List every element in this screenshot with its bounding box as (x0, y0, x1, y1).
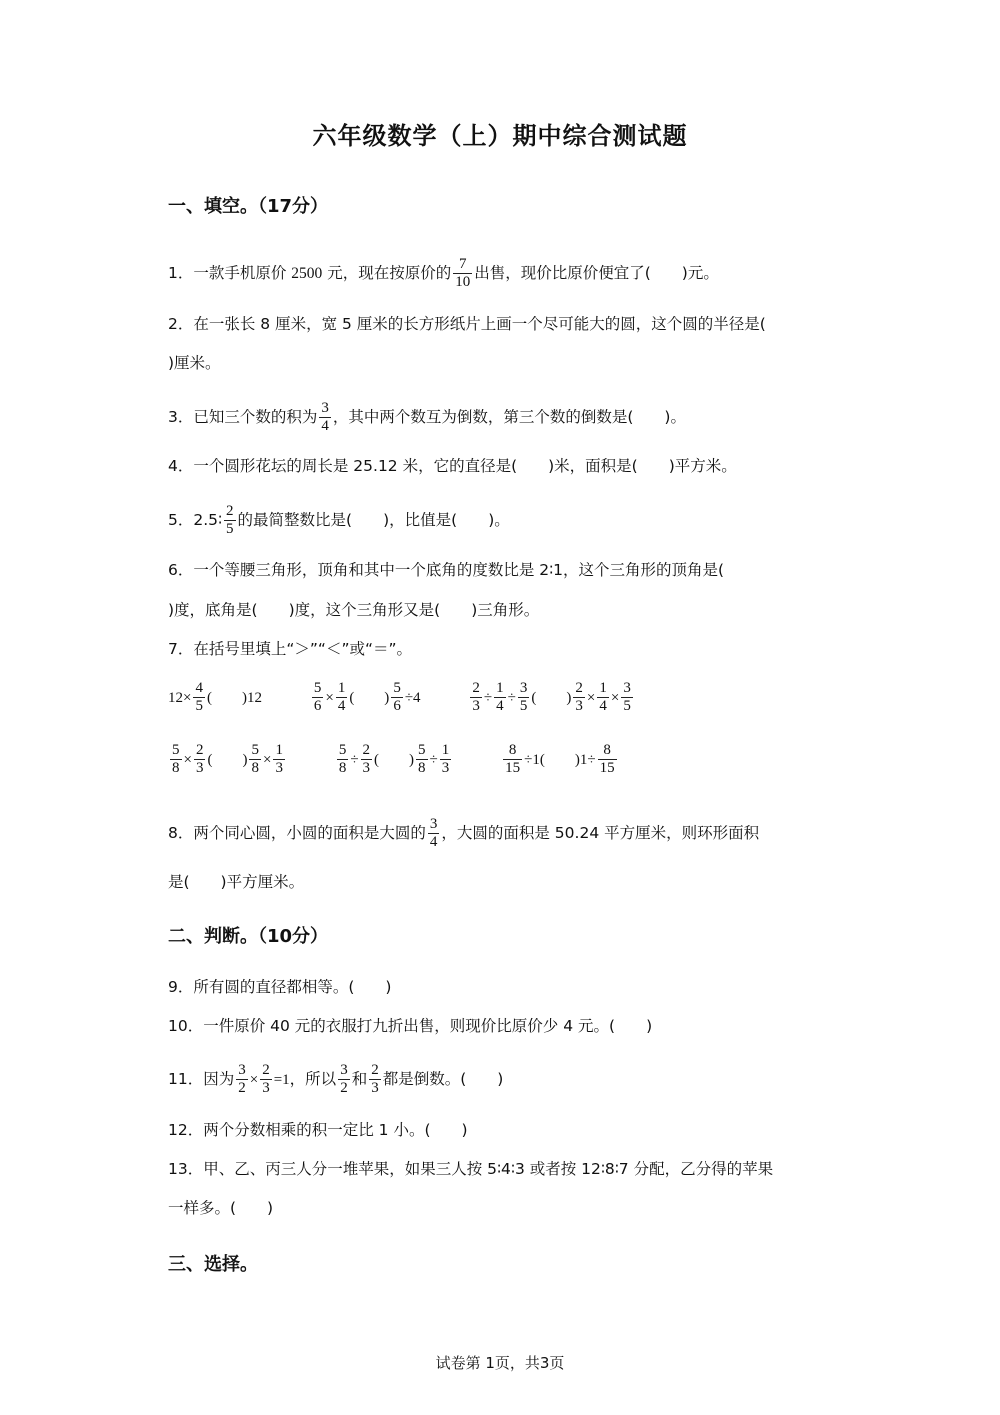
c11-den: 5 (195, 698, 203, 714)
q3-denominator: 4 (321, 418, 329, 434)
q11-eq: =1 (273, 1072, 290, 1088)
c12-frac-3 (391, 680, 403, 715)
question-6-line-1: 6．一个等腰三角形，顶角和其中一个底角的度数比是 2∶1，这个三角形的顶角是( (168, 561, 725, 579)
q11-d3: 2 (340, 1080, 348, 1096)
c21-frac-2 (194, 742, 206, 777)
c22-d1: 8 (338, 760, 347, 776)
c13-n6: 3 (623, 680, 631, 696)
c12-d1: 6 (313, 698, 322, 714)
c22-op: ÷ (350, 752, 359, 768)
q5-text-b: 的最简整数比是( )，比值是( )。 (237, 511, 510, 529)
c23-d2: 15 (599, 760, 615, 776)
compare-row-2 (168, 742, 619, 777)
question-12: 12．两个分数相乘的积一定比 1 小。( ) (168, 1121, 468, 1139)
question-13-line-1: 13．甲、乙、丙三人分一堆苹果，如果三人按 5∶4∶3 或者按 12∶8∶7 分配，乙分得的苹果 (168, 1160, 774, 1178)
compare-2-3 (501, 742, 618, 776)
c23-n2: 8 (603, 742, 611, 758)
q11-text-c: 和 (351, 1070, 368, 1088)
compare-row-1 (168, 680, 635, 715)
c21-d3: 8 (251, 760, 259, 776)
c13-n1: 2 (472, 680, 480, 696)
c22-n3: 5 (418, 742, 426, 758)
c21-blank: ( ) (207, 752, 248, 768)
c23-frac-2 (598, 742, 617, 777)
c23-n1: 8 (508, 742, 517, 758)
c13-d2: 4 (496, 698, 504, 714)
page-title: 六年级数学（上）期中综合测试题 (312, 122, 688, 150)
c22-d2: 3 (362, 760, 371, 776)
c21-d4: 3 (275, 760, 283, 776)
question-10: 10．一件原价 40 元的衣服打九折出售，则现价比原价少 4 元。( ) (168, 1017, 653, 1035)
c13-n2: 1 (496, 680, 504, 696)
c11-post: ( )12 (206, 690, 262, 706)
compare-1-3 (468, 680, 634, 714)
c21-n4: 1 (275, 742, 283, 758)
c21-frac-3 (249, 742, 261, 777)
q11-frac-3 (338, 1062, 350, 1097)
compare-2-1 (168, 742, 292, 776)
question-13-line-2: 一样多。( ) (168, 1199, 274, 1217)
question-9: 9．所有圆的直径都相等。( ) (168, 978, 392, 996)
question-2-line-2: )厘米。 (168, 354, 221, 372)
q11-n2: 2 (262, 1062, 270, 1078)
q1-fraction (453, 256, 472, 291)
c13-op2: ÷ (507, 690, 516, 706)
c12-n3: 5 (393, 680, 401, 696)
c21-n3: 5 (251, 742, 259, 758)
c13-blank: ( ) (531, 690, 572, 706)
c12-n1: 5 (313, 680, 322, 696)
c23-pre2: 1÷ (579, 752, 596, 768)
c13-frac-5 (597, 680, 609, 715)
q3-fraction (319, 400, 331, 435)
c22-n1: 5 (338, 742, 347, 758)
c11-fraction (193, 680, 205, 715)
c13-n5: 1 (599, 680, 607, 696)
c11-num: 4 (195, 680, 203, 696)
question-1 (168, 256, 719, 291)
q5-denominator: 5 (226, 521, 234, 537)
q11-d2: 3 (262, 1080, 270, 1096)
c13-frac-3 (518, 680, 530, 715)
q8-text-b: ，大圆的面积是 50.24 平方厘米，则环形面积 (441, 824, 760, 842)
c22-frac-4 (440, 742, 452, 777)
q1-text-c: 元，现在按原价的 (322, 264, 452, 282)
q11-d1: 2 (238, 1080, 246, 1096)
q1-price: 2500 (291, 265, 323, 282)
q11-text-b: ，所以 (289, 1070, 337, 1088)
q11-text-a: 11．因为 (168, 1070, 235, 1088)
c13-frac-2 (494, 680, 506, 715)
q8-fraction (428, 816, 440, 851)
c13-d1: 3 (472, 698, 480, 714)
c12-blank: ( ) (349, 690, 390, 706)
c12-op: × (325, 690, 334, 706)
q11-text-e: 都是倒数。( ) (382, 1070, 504, 1088)
c12-d3: 6 (393, 698, 401, 714)
compare-1-1 (168, 680, 267, 714)
c13-op1: ÷ (483, 690, 493, 706)
q8-text-a: 8．两个同心圆，小圆的面积是大圆的 (168, 824, 426, 842)
question-7: 7．在括号里填上“＞”“＜”或“＝”。 (168, 640, 413, 658)
c21-d2: 3 (195, 760, 204, 776)
c13-d5: 4 (599, 698, 607, 714)
c23-op: ÷1 (524, 752, 540, 768)
q5-numerator: 2 (226, 503, 234, 519)
c12-frac-2 (336, 680, 348, 715)
q8-denominator: 4 (429, 834, 438, 850)
c21-op: × (183, 752, 192, 768)
c23-d1: 15 (505, 760, 521, 776)
c22-blank: ( ) (374, 752, 415, 768)
question-8-line-2: 是( )平方厘米。 (168, 873, 305, 891)
question-6-line-2: )度，底角是( )度，这个三角形又是( )三角形。 (168, 601, 540, 619)
c12-n2: 1 (337, 680, 346, 696)
q5-text-a: 5．2.5∶ (168, 511, 223, 529)
q11-times: × (249, 1072, 259, 1088)
section-heading-judge: 二、判断。（10分） (168, 926, 329, 947)
section-heading-choice: 三、选择。 (168, 1254, 258, 1275)
q1-numerator: 7 (458, 256, 467, 272)
question-4: 4．一个圆形花坛的周长是 25.12 米，它的直径是( )米，面积是( )平方米。 (168, 457, 737, 475)
c22-frac-2 (361, 742, 373, 777)
c12-post: ÷4 (404, 690, 421, 706)
question-11 (168, 1062, 503, 1097)
question-5 (168, 503, 510, 538)
question-3 (168, 400, 686, 435)
c22-n4: 1 (441, 742, 450, 758)
c22-d4: 3 (441, 760, 450, 776)
c21-frac-4 (273, 742, 285, 777)
c22-op2: ÷ (429, 752, 438, 768)
section-heading-fill-blank: 一、填空。（17分） (168, 196, 329, 217)
c13-op3: × (586, 690, 596, 706)
q1-text-e: 出售，现价比原价便宜了( )元。 (474, 264, 719, 282)
q11-d4: 3 (371, 1080, 379, 1096)
c13-d4: 3 (575, 698, 583, 714)
c23-blank: ( ) (539, 752, 580, 768)
q3-text-a: 3．已知三个数的积为 (168, 408, 318, 426)
question-2-line-1: 2．在一张长 8 厘米，宽 5 厘米的长方形纸片上画一个尽可能大的圆，这个圆的半径是( (168, 315, 766, 333)
q8-numerator: 3 (429, 816, 438, 832)
compare-1-2 (310, 680, 426, 714)
page-footer: 试卷第 1页，共3页 (435, 1354, 565, 1372)
c12-frac-1 (312, 680, 324, 715)
q11-n4: 2 (371, 1062, 379, 1078)
c22-n2: 2 (362, 742, 371, 758)
q11-frac-4 (369, 1062, 381, 1097)
c13-frac-4 (573, 680, 585, 715)
c22-frac-3 (416, 742, 428, 777)
c11-pre: 12× (168, 690, 192, 706)
c21-op2: × (262, 752, 272, 768)
c13-n3: 3 (519, 680, 528, 696)
c23-frac-1 (503, 742, 522, 777)
c13-frac-1 (470, 680, 482, 715)
compare-2-2 (335, 742, 458, 776)
c21-d1: 8 (172, 760, 180, 776)
q11-n3: 3 (340, 1062, 348, 1078)
q3-numerator: 3 (321, 400, 329, 416)
q1-denominator: 10 (455, 274, 471, 290)
c13-n4: 2 (575, 680, 583, 696)
c13-d3: 5 (519, 698, 528, 714)
q3-text-b: ，其中两个数互为倒数，第三个数的倒数是( )。 (332, 408, 686, 426)
c12-d2: 4 (337, 698, 346, 714)
q11-frac-1 (236, 1062, 248, 1097)
c21-frac-1 (170, 742, 182, 777)
c22-frac-1 (337, 742, 349, 777)
c21-n2: 2 (195, 742, 204, 758)
c13-d6: 5 (623, 698, 631, 714)
q11-frac-2 (260, 1062, 272, 1097)
c13-op4: × (610, 690, 620, 706)
q11-n1: 3 (238, 1062, 246, 1078)
q5-fraction (224, 503, 236, 538)
question-8-line-1 (168, 816, 759, 851)
c21-n1: 5 (172, 742, 180, 758)
q1-text-a: 1．一款手机原价 (168, 264, 292, 282)
c22-d3: 8 (418, 760, 426, 776)
c13-frac-6 (621, 680, 633, 715)
